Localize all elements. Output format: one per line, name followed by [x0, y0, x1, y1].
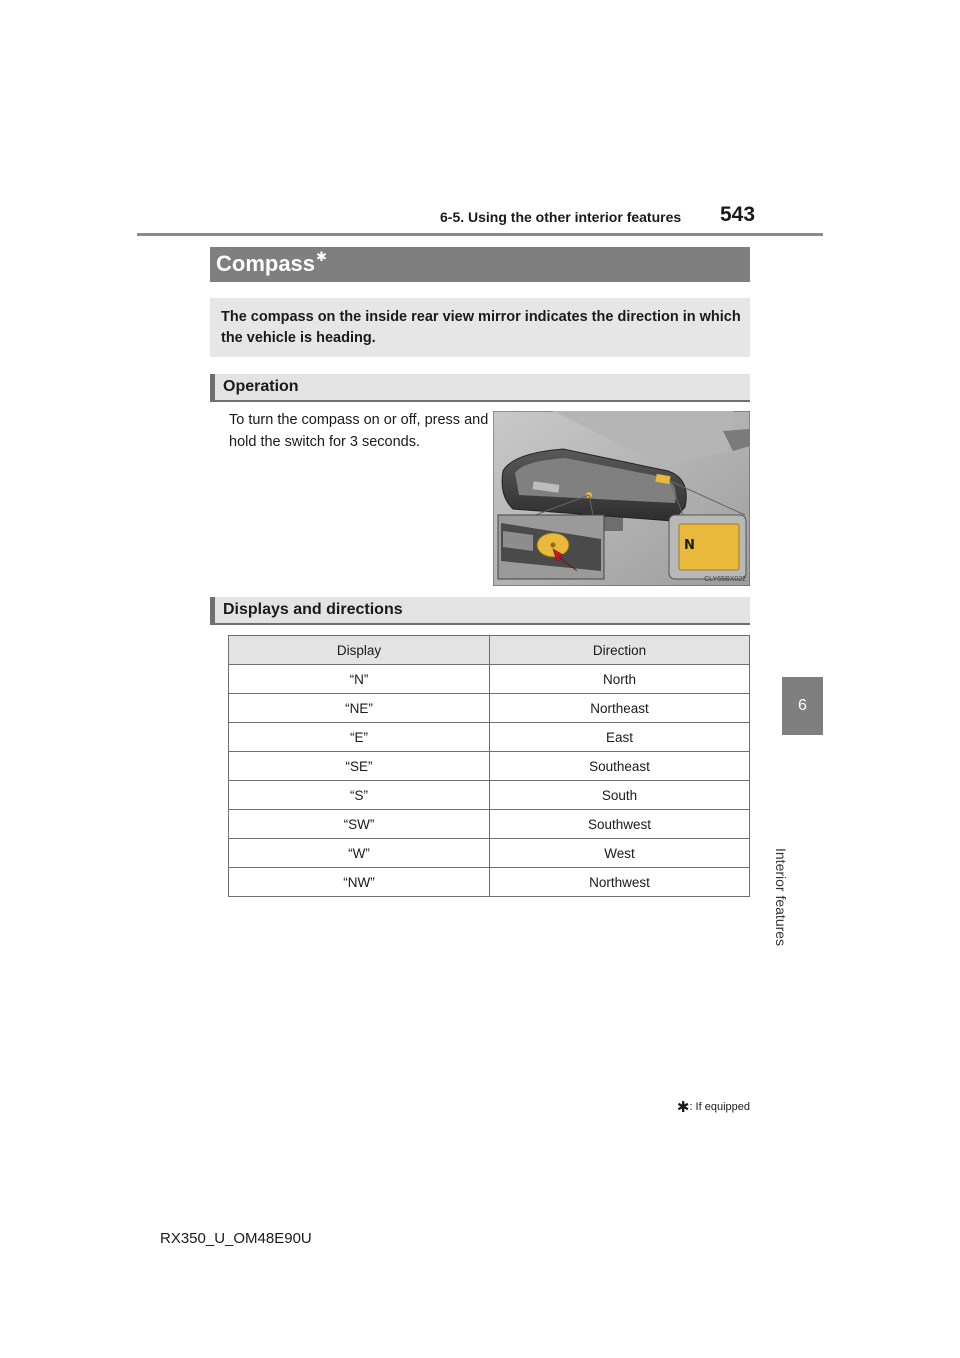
footnote-asterisk-icon: ✱	[676, 1099, 690, 1116]
chapter-title: Interior features	[773, 848, 789, 947]
mirror-illustration-svg	[493, 411, 750, 586]
page-title: Compass✱	[216, 249, 327, 276]
table-row	[229, 839, 750, 868]
display-cell: “SW”	[229, 810, 490, 839]
table-row	[229, 665, 750, 694]
intro-text: The compass on the inside rear view mirror indicates the direction in which the vehicle is heading.	[221, 309, 741, 346]
direction-cell: Northwest	[490, 868, 750, 897]
compass-display-letter: N	[684, 538, 695, 553]
direction-cell: South	[490, 781, 750, 810]
direction-cell: West	[490, 839, 750, 868]
equipment-asterisk-icon: ✱	[316, 249, 327, 264]
table-row	[229, 781, 750, 810]
display-cell: “NE”	[229, 694, 490, 723]
mirror-compass-illustration	[493, 411, 750, 586]
section-header: 6-5. Using the other interior features	[440, 209, 682, 225]
footnote	[630, 1098, 750, 1116]
table-row	[229, 694, 750, 723]
direction-table	[228, 635, 750, 897]
page-title-band	[210, 247, 750, 282]
chapter-tab	[782, 677, 823, 735]
table-row	[229, 752, 750, 781]
operation-text: To turn the compass on or off, press and hold the switch for 3 seconds.	[229, 412, 489, 450]
page-number: 543	[720, 203, 756, 226]
direction-cell: North	[490, 665, 750, 694]
table-row	[229, 810, 750, 839]
display-cell: “SE”	[229, 752, 490, 781]
footnote-text: : If equipped	[689, 1101, 750, 1113]
display-cell: “E”	[229, 723, 490, 752]
display-cell: “W”	[229, 839, 490, 868]
display-cell: “S”	[229, 781, 490, 810]
display-cell: “NW”	[229, 868, 490, 897]
figure-code: CLY65BX022	[704, 576, 746, 583]
column-header-display: Display	[229, 636, 490, 665]
direction-cell: Northeast	[490, 694, 750, 723]
table-header-row	[229, 636, 750, 665]
chapter-number: 6	[798, 697, 807, 714]
display-cell: “N”	[229, 665, 490, 694]
direction-cell: Southwest	[490, 810, 750, 839]
document-code: RX350_U_OM48E90U	[160, 1230, 312, 1247]
table-row	[229, 868, 750, 897]
table-row	[229, 723, 750, 752]
displays-heading: Displays and directions	[210, 597, 750, 625]
operation-heading: Operation	[210, 374, 750, 402]
intro-box	[210, 298, 750, 357]
chapter-title-vertical	[763, 744, 799, 947]
direction-cell: East	[490, 723, 750, 752]
direction-cell: Southeast	[490, 752, 750, 781]
column-header-direction: Direction	[490, 636, 750, 665]
header-rule	[137, 233, 823, 236]
